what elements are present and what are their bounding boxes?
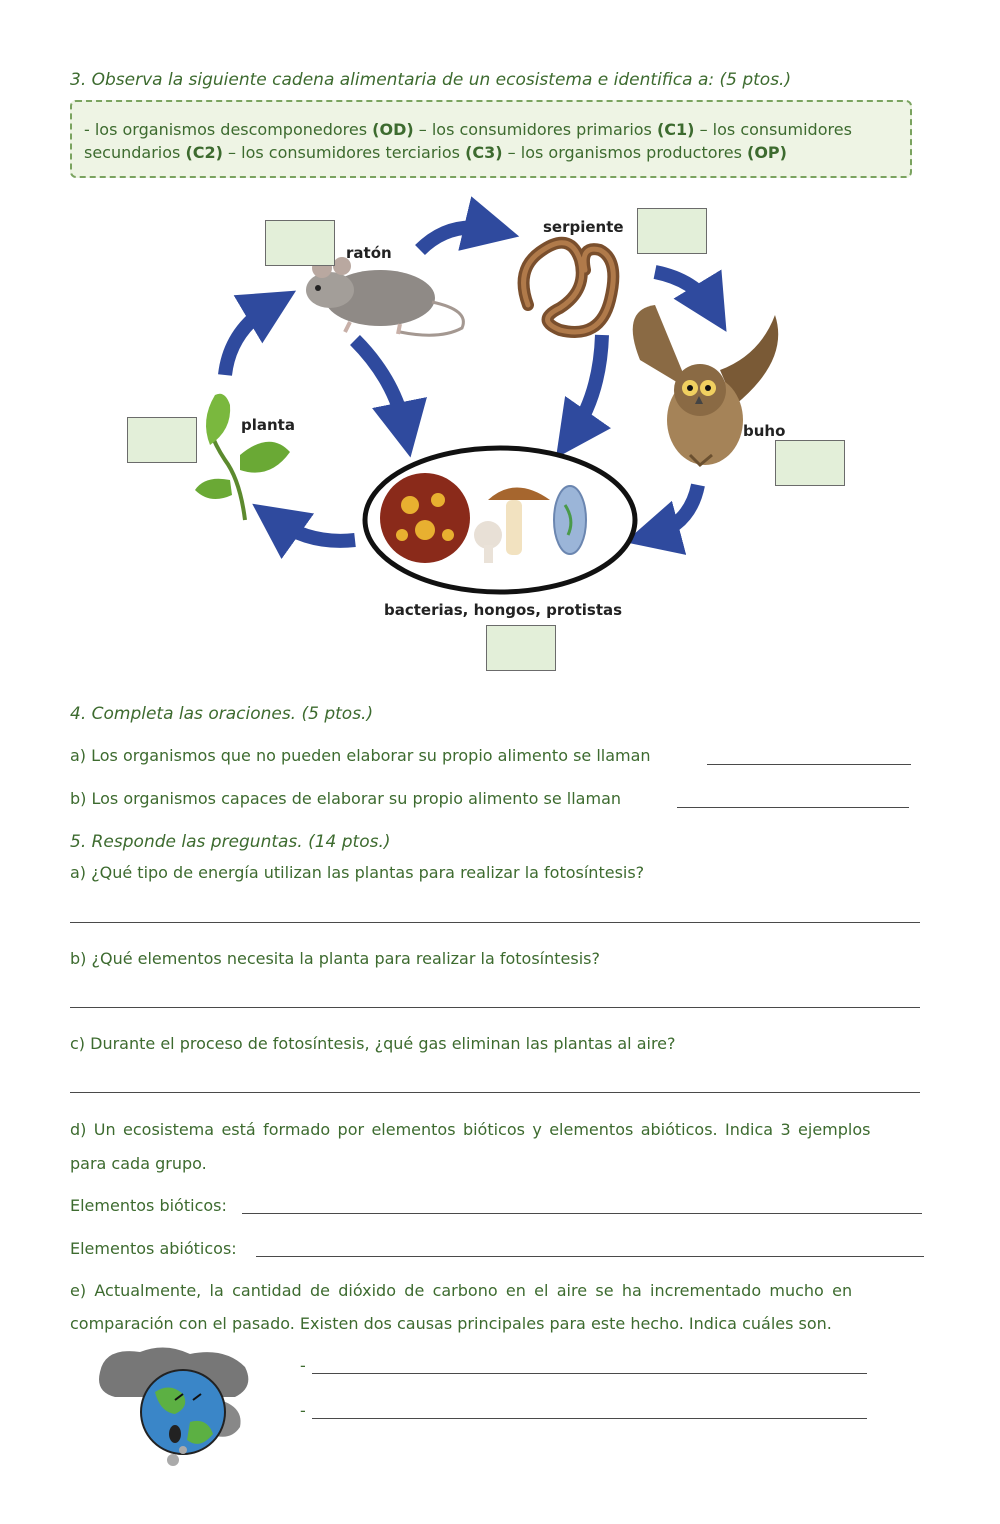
question-5e-line1: e) Actualmente, la cantidad de dióxido de carbono en el aire se ha incrementado mucho en [70,1281,853,1300]
owl-image [633,305,778,465]
answer-box-serpiente[interactable] [637,208,707,254]
answer-box-buho[interactable] [775,440,845,486]
answer-line-cause-1[interactable] [312,1373,867,1374]
cause-dash-1: - [300,1356,306,1375]
arrow-mouse-to-snake [420,228,492,251]
answer-line-4a[interactable] [707,764,911,765]
answer-line-cause-2[interactable] [312,1418,867,1419]
cause-dash-2: - [300,1401,306,1420]
answer-box-raton[interactable] [265,220,335,266]
answer-line-abioticos[interactable] [256,1256,924,1257]
arrow-mouse-to-decomposers [355,340,405,430]
arrow-plant-to-mouse [225,305,272,375]
label-decomposers: bacterias, hongos, protistas [384,601,623,619]
question-5c-text: c) Durante el proceso de fotosíntesis, ¿qué gas eliminan las plantas al aire? [70,1034,676,1053]
question-4b-text: b) Los organismos capaces de elaborar su propio alimento se llaman [70,789,622,808]
decomposers-image [365,448,635,592]
bioticos-label: Elementos bióticos: [70,1196,227,1215]
abioticos-label: Elementos abióticos: [70,1239,237,1258]
arrow-decomposers-to-plant [275,520,355,541]
label-serpiente: serpiente [543,218,624,236]
legend-line-2: secundarios (C2) – los consumidores terciarios (C3) – los organismos productores (OP) [84,143,787,162]
arrow-owl-to-decomposers [652,485,698,535]
question-5-title: 5. Responde las preguntas. (14 ptos.) [70,832,391,852]
question-5e-line2: comparación con el pasado. Existen dos causas principales para este hecho. Indica cuáles son. [70,1314,832,1333]
label-buho: buho [743,422,786,440]
legend-line-1: - los organismos descomponedores (OD) – los consumidores primarios (C1) – los consumidores [84,120,852,139]
answer-line-5a[interactable] [70,922,920,923]
arrow-snake-to-owl [655,272,712,308]
question-5b-text: b) ¿Qué elementos necesita la planta para realizar la fotosíntesis? [70,949,600,968]
snake-image [524,243,614,332]
question-4a-text: a) Los organismos que no pueden elaborar su propio alimento se llaman [70,746,651,765]
mouse-image [306,257,463,335]
label-raton: ratón [346,244,392,262]
label-planta: planta [241,416,295,434]
legend-box [70,100,912,178]
answer-line-4b[interactable] [677,807,909,808]
polluted-earth-image [95,1342,255,1467]
question-3-title: 3. Observa la siguiente cadena alimentaria de un ecosistema e identifica a: (5 ptos.) [70,70,792,90]
answer-line-bioticos[interactable] [242,1213,922,1214]
answer-line-5c[interactable] [70,1092,920,1093]
answer-box-decomposers[interactable] [486,625,556,671]
plant-image [195,394,290,520]
arrow-snake-to-decomposers [572,335,602,435]
answer-box-planta[interactable] [127,417,197,463]
question-5d-line1: d) Un ecosistema está formado por elementos bióticos y elementos abióticos. Indica 3 ejemplos [70,1120,871,1139]
answer-line-5b[interactable] [70,1007,920,1008]
question-5a-text: a) ¿Qué tipo de energía utilizan las plantas para realizar la fotosíntesis? [70,863,645,882]
question-4-title: 4. Completa las oraciones. (5 ptos.) [70,704,374,724]
question-5d-line2: para cada grupo. [70,1154,207,1173]
